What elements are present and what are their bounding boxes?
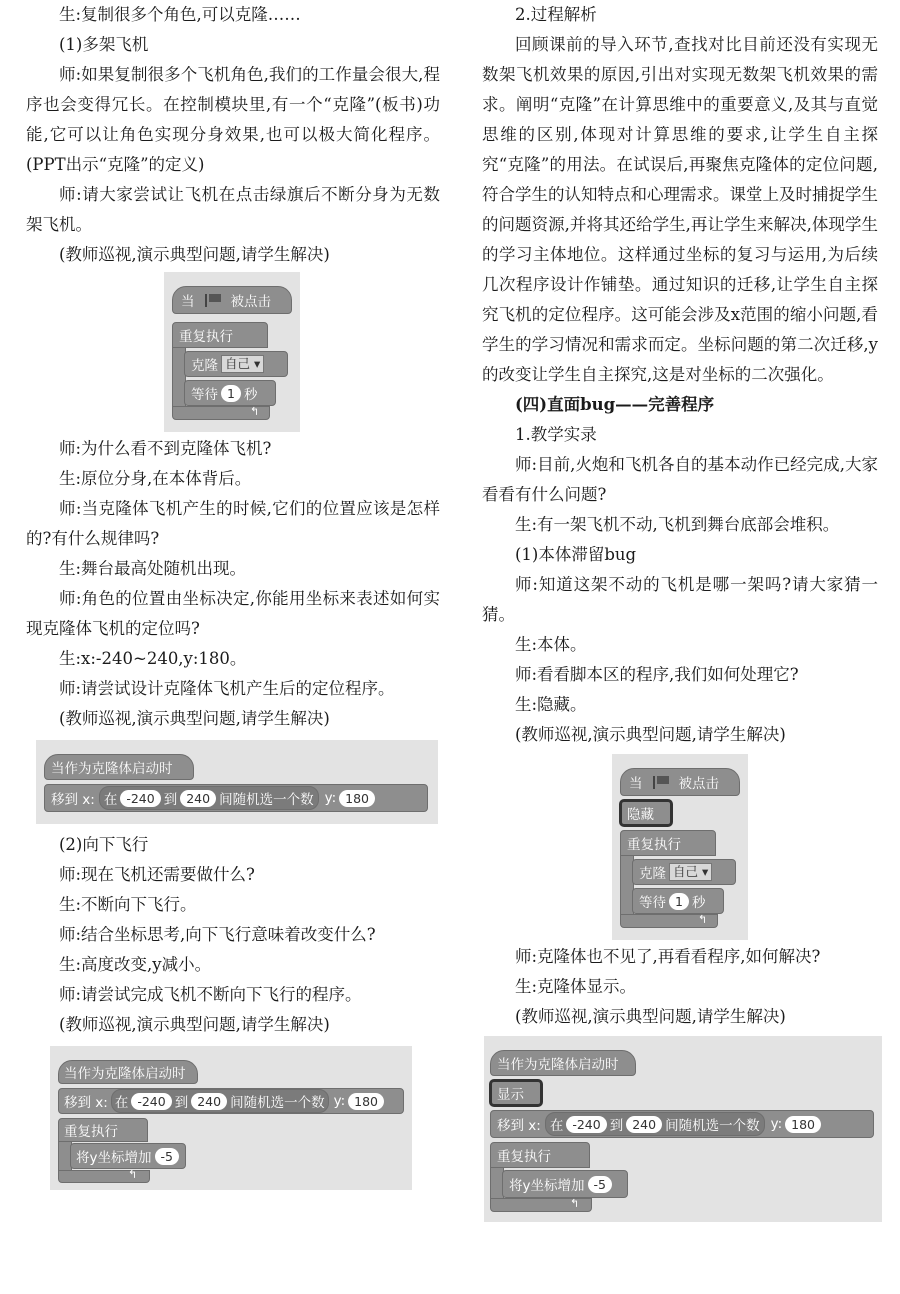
number-input: -240: [131, 1093, 171, 1110]
left-column: [26, 0, 440, 1192]
paragraph: (教师巡视,演示典型问题,请学生解决): [515, 725, 786, 744]
block-text: 等待: [639, 895, 666, 911]
block-text: 当: [181, 294, 195, 310]
loop-arrow-icon: ↰: [250, 405, 260, 418]
green-flag-icon: [653, 776, 669, 789]
number-input: -5: [155, 1148, 179, 1165]
scratch-figure-4: [612, 754, 748, 940]
block-text: y:: [333, 1093, 346, 1109]
paragraph: 2.过程解析: [515, 5, 597, 24]
paragraph: 生:高度改变,y减小。: [59, 955, 212, 974]
number-input: 240: [191, 1093, 227, 1110]
block-text: 重复执行: [627, 837, 681, 853]
hide-block: [620, 800, 672, 826]
block-text: 被点击: [678, 776, 719, 792]
scratch-figure-3: [50, 1046, 412, 1190]
paragraph: 生:本体。: [515, 635, 587, 654]
paragraph: 生:原位分身,在本体背后。: [59, 469, 252, 488]
paragraph: 师:当克隆体飞机产生的时候,它们的位置应该是怎样的?有什么规律吗?: [26, 499, 440, 548]
block-text: y:: [770, 1116, 783, 1132]
loop-arrow-icon: ↰: [128, 1168, 138, 1181]
change-y-block: [502, 1170, 628, 1198]
block-text: 到: [609, 1118, 624, 1134]
scratch-figure-1: [164, 272, 300, 432]
wait-block: [632, 888, 724, 914]
show-block: [490, 1080, 542, 1106]
block-text: 当作为克隆体启动时: [64, 1066, 186, 1082]
clone-block: [184, 351, 288, 377]
paragraph: (1)本体滞留bug: [515, 545, 637, 564]
number-input: 1: [669, 893, 689, 910]
paragraph: 师:为什么看不到克隆体飞机?: [59, 439, 272, 458]
block-text: 重复执行: [179, 329, 233, 345]
go-to-xy-block: [58, 1088, 404, 1114]
block-text: 重复执行: [64, 1124, 118, 1140]
scratch-figure-2: [36, 740, 438, 824]
paragraph: 师:角色的位置由坐标决定,你能用坐标来表述如何实现克隆体飞机的定位吗?: [26, 589, 440, 638]
clone-block: [632, 859, 736, 885]
block-text: 秒: [691, 895, 706, 911]
repeat-block: [490, 1142, 590, 1168]
paragraph: 师:请尝试完成飞机不断向下飞行的程序。: [59, 985, 362, 1004]
block-text: 间随机选一个数: [665, 1118, 760, 1134]
number-input: 180: [785, 1116, 821, 1133]
paragraph: 师:如果复制很多个飞机角色,我们的工作量会很大,程序也会变得冗长。在控制模块里,有一个“克隆”(板书)功能,它可以让角色实现分身效果,也可以极大简化程序。(PPT出示“克隆”的定义): [26, 65, 440, 174]
repeat-block: [58, 1118, 148, 1142]
paragraph: 师:请大家尝试让飞机在点击绿旗后不断分身为无数架飞机。: [26, 185, 440, 234]
paragraph: 回顾课前的导入环节,查找对比目前还没有实现无数架飞机效果的原因,引出对实现无数架飞机效果的需求。阐明“克隆”在计算思维中的重要意义,及其与直觉思维的区别,体现对计算思维的要求,让学生自主探究“克隆”的用法。在试误后,再聚焦克隆体的定位问题,符合学生的认知特点和心理需求。课堂上及时捕捉学生的问题资源,并将其还给学生,再让学生来解决,体现学生的学习主体地位。这样通过坐标的复习与运用,为后续几次程序设计作铺垫。通过知识的迁移,让学生自主探究飞机的定位程序。这可能会涉及x范围的缩小问题,看学生的学习情况和需求而定。坐标问题的第二次迁移,y的改变让学生自主探究,这是对坐标的二次强化。: [482, 35, 878, 384]
paragraph: (教师巡视,演示典型问题,请学生解决): [59, 1015, 330, 1034]
number-input: -5: [588, 1176, 612, 1193]
right-column: [482, 0, 878, 1224]
block-text: 到: [163, 792, 178, 808]
block-text: 当作为克隆体启动时: [497, 1057, 619, 1073]
number-input: -240: [566, 1116, 606, 1133]
paragraph: (教师巡视,演示典型问题,请学生解决): [59, 245, 330, 264]
dropdown-value: 自己: [225, 356, 251, 371]
number-input: -240: [120, 790, 160, 807]
block-text: y:: [324, 790, 337, 806]
paragraph: 生:有一架飞机不动,飞机到舞台底部会堆积。: [515, 515, 840, 534]
paragraph: 生:隐藏。: [515, 695, 587, 714]
block-text: 当: [629, 776, 643, 792]
paragraph: 生:克隆体显示。: [515, 977, 637, 996]
paragraph: (2)向下飞行: [59, 835, 149, 854]
paragraph: 生:舞台最高处随机出现。: [59, 559, 247, 578]
go-to-xy-block: [44, 784, 428, 812]
block-text: 当作为克隆体启动时: [51, 761, 173, 777]
paragraph: 师:请尝试设计克隆体飞机产生后的定位程序。: [59, 679, 395, 698]
dropdown-value: 自己: [673, 864, 699, 879]
when-start-as-clone-block: [44, 754, 194, 780]
scratch-figure-5: [484, 1036, 882, 1222]
paragraph: 生:x:-240~240,y:180。: [59, 649, 247, 668]
loop-arrow-icon: ↰: [570, 1197, 580, 1210]
paragraph: 师:克隆体也不见了,再看看程序,如何解决?: [515, 947, 821, 966]
block-text: 克隆: [191, 358, 218, 374]
block-text: 间随机选一个数: [219, 792, 314, 808]
block-text: 隐藏: [627, 807, 654, 823]
random-block: [545, 1112, 765, 1136]
paragraph: (教师巡视,演示典型问题,请学生解决): [515, 1007, 786, 1026]
wait-block: [184, 380, 276, 406]
random-block: [111, 1089, 329, 1113]
clone-target-dropdown: 自己 ▾: [669, 863, 712, 881]
paragraph: (1)多架飞机: [59, 35, 149, 54]
paragraph: 师:目前,火炮和飞机各自的基本动作已经完成,大家看看有什么问题?: [482, 455, 878, 504]
block-text: 秒: [243, 387, 258, 403]
paragraph: (教师巡视,演示典型问题,请学生解决): [59, 709, 330, 728]
block-text: 在: [549, 1118, 564, 1134]
paragraph: 师:现在飞机还需要做什么?: [59, 865, 255, 884]
block-text: 等待: [191, 387, 218, 403]
random-block: [99, 786, 319, 810]
block-text: 克隆: [639, 866, 666, 882]
when-flag-clicked-block: [620, 768, 740, 796]
when-flag-clicked-block: [172, 286, 292, 314]
go-to-xy-block: [490, 1110, 874, 1138]
block-text: 重复执行: [497, 1149, 551, 1165]
paragraph: 生:复制很多个角色,可以克隆……: [59, 5, 301, 24]
paragraph: 师:看看脚本区的程序,我们如何处理它?: [515, 665, 799, 684]
block-text: 将y坐标增加: [509, 1178, 585, 1194]
loop-arrow-icon: ↰: [698, 913, 708, 926]
block-text: 在: [114, 1095, 129, 1111]
number-input: 180: [339, 790, 375, 807]
number-input: 240: [180, 790, 216, 807]
block-text: 在: [103, 792, 118, 808]
paragraph: 1.教学实录: [515, 425, 597, 444]
section-heading: (四)直面bug——完善程序: [515, 395, 715, 414]
number-input: 240: [626, 1116, 662, 1133]
block-text: 移到 x:: [51, 792, 95, 808]
block-text: 间随机选一个数: [230, 1095, 325, 1111]
block-text: 将y坐标增加: [76, 1150, 152, 1166]
block-text: 移到 x:: [497, 1118, 541, 1134]
number-input: 180: [348, 1093, 384, 1110]
clone-target-dropdown: 自己 ▾: [221, 355, 264, 373]
green-flag-icon: [205, 294, 221, 307]
block-text: 移到 x:: [64, 1095, 108, 1111]
number-input: 1: [221, 385, 241, 402]
block-text: 被点击: [230, 294, 271, 310]
repeat-block: [172, 322, 268, 348]
change-y-block: [70, 1143, 186, 1169]
paragraph: 师:结合坐标思考,向下飞行意味着改变什么?: [59, 925, 376, 944]
block-text: 到: [174, 1095, 189, 1111]
when-start-as-clone-block: [490, 1050, 636, 1076]
repeat-block: [620, 830, 716, 856]
when-start-as-clone-block: [58, 1060, 198, 1084]
paragraph: 生:不断向下飞行。: [59, 895, 197, 914]
paragraph: 师:知道这架不动的飞机是哪一架吗?请大家猜一猜。: [482, 575, 878, 624]
block-text: 显示: [497, 1087, 524, 1103]
